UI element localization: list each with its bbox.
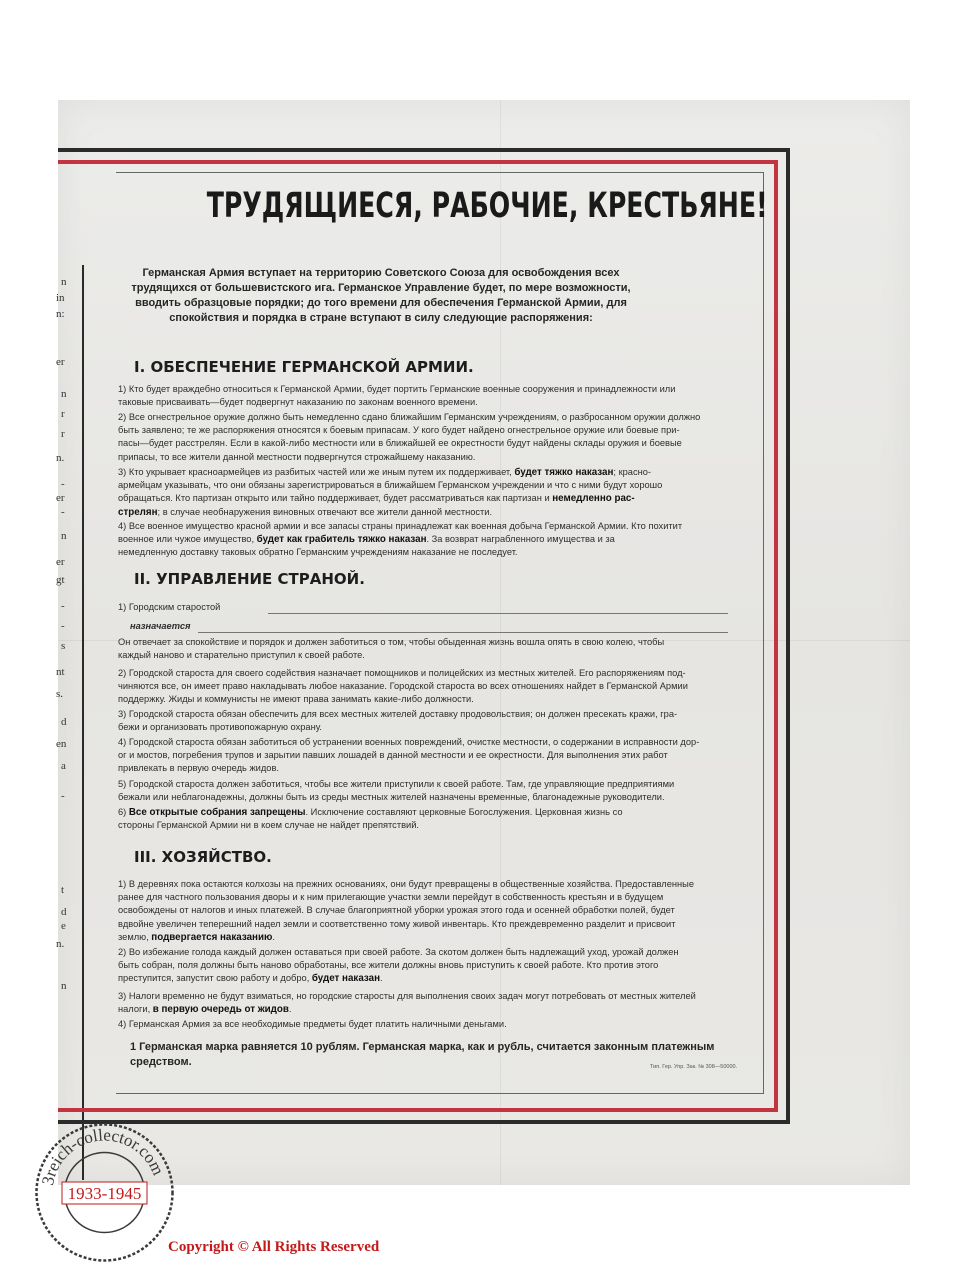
adjacent-text-fragment: in	[56, 292, 65, 304]
section-3-item-1	[118, 878, 748, 944]
border-bottom-red	[58, 1108, 778, 1112]
section-3-item-4: 4) Германская Армия за все необходимые предметы будет платить наличными деньгами.	[118, 1019, 507, 1029]
copyright-notice: Copyright © All Rights Reserved	[168, 1239, 380, 1255]
section-2-item-1-text: Он отвечает за спокойствие и порядок и должен заботиться о том, чтобы обыденная жизнь вошла опять в свою колею, чтобы каждый наново и старательно приступил к своей работе.	[118, 637, 665, 661]
section-2-item-6	[118, 806, 748, 832]
adjacent-text-fragment: n	[61, 530, 67, 542]
adjacent-text-fragment: r	[61, 428, 65, 440]
bold-span: будет как грабитель тяжко наказан	[256, 534, 427, 546]
adjacent-text-fragment: n.	[56, 452, 65, 464]
border-top-red	[58, 160, 778, 164]
section-2-item-2: 2) Городской староста для своего содействия назначает помощников и полицейских из местных жителей. Его распоряжениям под- чиняются все, он имеет право накладывать любое наказание. Городской староста во всех отношениях найдет в Германской Армии поддержку. Жиды и коммунисты не имеют права занимать какие-либо должности.	[118, 668, 688, 705]
section-3-item-3	[118, 990, 748, 1016]
adjacent-text-fragment: er	[56, 492, 65, 504]
text-span: .	[272, 931, 275, 942]
adjacent-text-fragment: a	[61, 760, 66, 772]
adjacent-text-fragment: er	[56, 356, 65, 368]
adjacent-text-fragment: r	[61, 408, 65, 420]
adjacent-text-fragment: -	[61, 790, 65, 802]
printer-imprint: Тип. Гер. Упр. Зак. № 308—50000.	[650, 1064, 738, 1070]
bold-span: подвергается наказанию	[151, 931, 273, 943]
section-2-item-5: 5) Городской староста должен заботиться, чтобы все жители приступили к своей работе. Там, где управляющие предприятиями бежали или неблагонадежны, должны быть из среды местных жителей назначены временные, благонадежные руководители.	[118, 779, 675, 803]
adjacent-text-fragment: n	[61, 388, 67, 400]
adjacent-text-fragment: e	[61, 920, 66, 932]
adjacent-text-fragment: er	[56, 556, 65, 568]
adjacent-text-fragment: gt	[56, 574, 65, 586]
appointed-label: назначается	[130, 621, 191, 631]
stamp-site-text	[38, 1125, 168, 1186]
adjacent-text-fragment: s	[61, 640, 66, 652]
text-span: .	[288, 1004, 292, 1015]
bold-span: в первую очередь от жидов	[152, 1004, 289, 1016]
adjacent-text-fragment: -	[61, 620, 65, 632]
bold-span: будет наказан	[311, 973, 380, 985]
adjacent-text-fragment: -	[61, 600, 65, 612]
section-1-item-2: 2) Все огнестрельное оружие должно быть немедленно сдано ближайшим Германским учреждениям, о разбросанном оружии должно быть заявлено; те же распоряжения относятся к боевым припасам. У кого будет найдено огнестрельное оружие или боевые при- пасы—будет расстрелян. Если в какой-либо местности или в ближайшей ее окрестности будут найдены склады оружия и боевые припасы, то все жители данной местности подвергнутся строжайшему наказанию.	[118, 412, 701, 462]
section-3-heading: III. ХОЗЯЙСТВО.	[134, 848, 272, 866]
bold-span: будет тяжко наказан	[514, 467, 614, 478]
adjacent-text-fragment: -	[61, 506, 65, 518]
section-3-item-2	[118, 946, 748, 986]
text-span: ; в случае необнаружения виновных отвечают все жители данной местности.	[157, 506, 493, 517]
text-span: .	[380, 973, 383, 984]
text-span: 3) Кто укрывает красноармейцев из разбитых частей или же иным путем их поддерживает,	[118, 467, 515, 477]
section-2-item-3: 3) Городской староста обязан обеспечить для всех местных жителей доставку продовольствия; он должен пресекать кражи, гра- бежи и организовать противопожарную охрану.	[118, 709, 678, 733]
text-span: 1) В деревнях пока остаются колхозы на прежних основаниях, они будут превращены в общественные хозяйства. Предоставленные ранее для частного пользования дворы и к ним прилегающие участки земли перейдут в собственность крестьян и в будущем освобождены от налогов и иных платежей. В случае благоприятной уборки урожая этого года и осенней обработки полей, будет вдвойне увеличен теперешний надел земли и соответственно тому живой инвентарь. Кто преждевременно разделит и присвоит землю,	[118, 879, 694, 942]
section-1-item-1: 1) Кто будет враждебно относиться к Германской Армии, будет портить Германские военные сооружения и принадлежности или таковые присваивать—будет подвергнут наказанию по законам военного времени.	[118, 384, 676, 408]
adjacent-text-fragment: t	[61, 884, 65, 896]
adjacent-poster-rule	[82, 265, 84, 1180]
intro-paragraph: Германская Армия вступает на территорию Советского Союза для освобождения всех трудящихся от большевистского ига. Германское Управление будет, по мере возможности, вводить образцовые порядки; до того времени для обеспечения Германской Армии, для спокойствия и порядка в стране вступают в силу следующие распоряжения:	[131, 267, 631, 324]
blank-fill-line	[268, 613, 728, 614]
border-right-black	[786, 148, 790, 1124]
watermark-stamp	[32, 1120, 177, 1265]
section-2-heading: II. УПРАВЛЕНИЕ СТРАНОЙ.	[134, 570, 365, 588]
section-1-item-4	[118, 520, 748, 560]
poster-title: ТРУДЯЩИЕСЯ, РАБОЧИЕ, КРЕСТЬЯНЕ!	[206, 186, 768, 226]
adjacent-text-fragment: d	[61, 906, 67, 918]
adjacent-text-fragment: -	[61, 478, 65, 490]
text-span: 6)	[118, 807, 129, 817]
adjacent-text-fragment: nt	[56, 666, 65, 678]
adjacent-text-fragment: s.	[56, 688, 64, 700]
adjacent-text-fragment: d	[61, 716, 67, 728]
text-span: 4) Все военное имущество красной армии и все запасы страны принадлежат как военная добыча Германской Армии. Кто похитит военное или чужое имущество,	[118, 521, 683, 545]
adjacent-text-fragment: en	[56, 738, 67, 750]
border-right-red	[774, 160, 778, 1112]
stamp-site-path: 3reich-collector.com	[38, 1125, 168, 1187]
adjacent-text-fragment: n:	[56, 308, 65, 320]
adjacent-text-fragment: n	[61, 980, 67, 992]
section-2-item-4: 4) Городской староста обязан заботиться об устранении военных повреждений, очистке местности, о содержании в исправности дор- ог и мостов, погребения трупов и зарытии павших лошадей в данной местности и ее окрестности. Для выполнения этих работ привлекать в первую очередь жидов.	[118, 737, 700, 774]
currency-note: 1 Германская марка равняется 10 рублям. Германская марка, как и рубль, считается законным платежным средством.	[130, 1041, 715, 1068]
section-2-item-1-label: 1) Городским старостой	[118, 602, 221, 612]
text-span: . За возврат награбленного имущества и за немедленную доставку таковых обратно Германским учреждениям наказание не последует.	[118, 534, 615, 558]
adjacent-text-fragment: n	[61, 276, 67, 288]
bold-span: немедленно рас- стрелян	[118, 493, 635, 518]
bold-span: Все открытые собрания запрещены	[128, 807, 306, 818]
blank-fill-line	[198, 632, 728, 633]
text-span: 2) Во избежание голода каждый должен оставаться при своей работе. За скотом должен быть надлежащий уход, урожай должен быть собран, поля должны быть наново обработаны, все жители должны вновь приступить к своей работе. Кто против этого преступится, запустит свою работу и добро,	[118, 947, 679, 984]
text-span: 3) Налоги временно не будут взиматься, но городские старосты для выполнения своих задач могут потребовать от местных жителей налоги,	[118, 991, 696, 1015]
border-top-black	[58, 148, 790, 152]
text-span: . Исключение составляют церковные Богослужения. Церковная жизнь со стороны Германской Армии ни в коем случае не найдет препятствий.	[118, 807, 623, 831]
stamp-years: 1933-1945	[67, 1184, 142, 1203]
section-1-item-3	[118, 466, 748, 519]
section-1-heading: I. ОБЕСПЕЧЕНИЕ ГЕРМАНСКОЙ АРМИИ.	[134, 358, 474, 376]
text-span: ; красно- армейцам указывать, что они обязаны зарегистрироваться в ближайшем Германском учреждении и что с ними будут хорошо обращаться. Кто партизан открыто или тайно поддерживает, будет рассматриваться как партизан и	[118, 467, 663, 504]
adjacent-text-fragment: n.	[56, 938, 65, 950]
